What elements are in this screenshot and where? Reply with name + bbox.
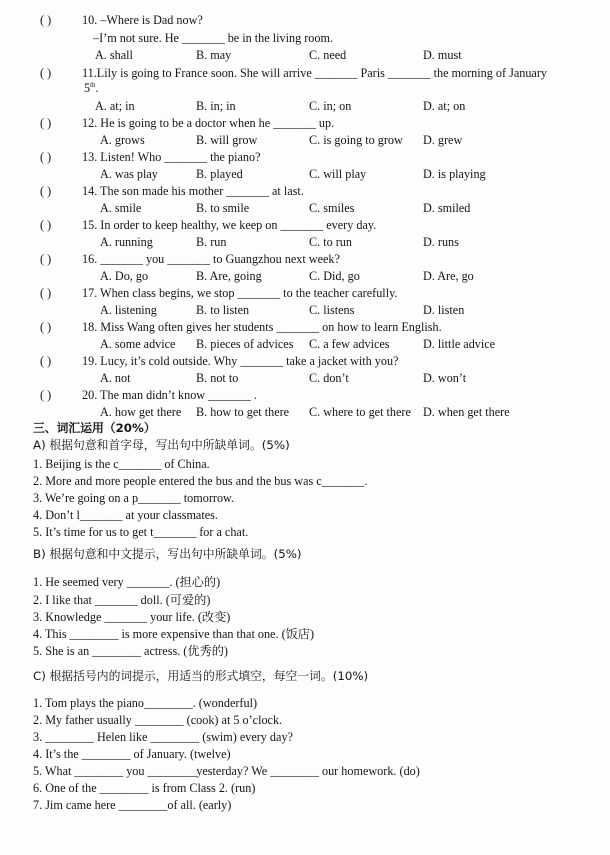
part-c-item-2: 2. My father usually ________ (cook) at 5 o’clock. xyxy=(33,713,283,727)
question-18: 18. Miss Wang often gives her students _______ on how to learn English. xyxy=(82,320,442,334)
option-c[interactable]: C. to run xyxy=(309,235,352,249)
option-b[interactable]: B. how to get there xyxy=(196,405,290,419)
option-d[interactable]: D. when get there xyxy=(423,405,510,419)
part-c-item-3: 3. ________ Helen like ________ (swim) every day? xyxy=(33,730,293,744)
option-d[interactable]: D. listen xyxy=(423,303,465,317)
answer-paren[interactable]: ( ) xyxy=(40,286,52,300)
option-a[interactable]: A. was play xyxy=(100,167,158,181)
part-a-item-4: 4. Don’t l_______ at your classmates. xyxy=(33,508,218,522)
option-a[interactable]: A. how get there xyxy=(100,405,182,419)
option-b[interactable]: B. pieces of advices xyxy=(196,337,294,351)
question-14: 14. The son made his mother _______ at last. xyxy=(82,184,304,198)
part-c-item-6: 6. One of the ________ is from Class 2. (run) xyxy=(33,781,256,795)
question-17: 17. When class begins, we stop _______ to the teacher carefully. xyxy=(82,286,398,300)
part-a-item-1: 1. Beijing is the c_______ of China. xyxy=(33,457,210,471)
answer-paren[interactable]: ( ) xyxy=(40,320,52,334)
part-c-item-7: 7. Jim came here ________of all. (early) xyxy=(33,798,232,812)
part-c-item-1: 1. Tom plays the piano________. (wonderful) xyxy=(33,696,258,710)
part-b-heading: B) 根据句意和中文提示，写出句中所缺单词。(5%) xyxy=(33,547,302,561)
option-d[interactable]: D. little advice xyxy=(423,337,496,351)
option-d[interactable]: D. must xyxy=(423,48,462,62)
option-a[interactable]: A. shall xyxy=(95,48,133,62)
option-c[interactable]: C. smiles xyxy=(309,201,355,215)
part-b-item-5: 5. She is an ________ actress. (优秀的) xyxy=(33,644,228,658)
option-b[interactable]: B. to listen xyxy=(196,303,250,317)
question-15: 15. In order to keep healthy, we keep on _______ every day. xyxy=(82,218,377,232)
answer-paren[interactable]: ( ) xyxy=(40,184,52,198)
question-16: 16. _______ you _______ to Guangzhou next week? xyxy=(82,252,340,266)
question-12: 12. He is going to be a doctor when he _______ up. xyxy=(82,116,335,130)
part-a-item-2: 2. More and more people entered the bus and the bus was c_______. xyxy=(33,474,368,488)
question-10-reply: –I’m not sure. He _______ be in the living room. xyxy=(93,31,333,45)
part-a-heading: A) 根据句意和首字母，写出句中所缺单词。(5%) xyxy=(33,438,290,452)
part-c-heading: C) 根据括号内的词提示，用适当的形式填空，每空一词。(10%) xyxy=(33,669,369,683)
part-b-item-3: 3. Knowledge _______ your life. (改变) xyxy=(33,610,231,624)
part-c-item-4: 4. It’s the ________ of January. (twelve) xyxy=(33,747,231,761)
option-d[interactable]: D. grew xyxy=(423,133,463,147)
option-b[interactable]: B. Are, going xyxy=(196,269,262,283)
option-c[interactable]: C. don’t xyxy=(309,371,349,385)
part-b-item-2: 2. I like that _______ doll. (可爱的) xyxy=(33,593,211,607)
option-c[interactable]: C. where to get there xyxy=(309,405,411,419)
option-a[interactable]: A. some advice xyxy=(100,337,176,351)
option-c[interactable]: C. in; on xyxy=(309,99,352,113)
option-a[interactable]: A. Do, go xyxy=(100,269,149,283)
answer-paren[interactable]: ( ) xyxy=(40,150,52,164)
option-a[interactable]: A. at; in xyxy=(95,99,135,113)
option-a[interactable]: A. listening xyxy=(100,303,157,317)
option-a[interactable]: A. grows xyxy=(100,133,145,147)
answer-paren[interactable]: ( ) xyxy=(40,66,52,80)
option-d[interactable]: D. Are, go xyxy=(423,269,474,283)
part-a-item-3: 3. We’re going on a p_______ tomorrow. xyxy=(33,491,235,505)
option-c[interactable]: C. a few advices xyxy=(309,337,390,351)
question-13: 13. Listen! Who _______ the piano? xyxy=(82,150,261,164)
answer-paren[interactable]: ( ) xyxy=(40,218,52,232)
answer-paren[interactable]: ( ) xyxy=(40,13,52,27)
option-d[interactable]: D. is playing xyxy=(423,167,486,181)
part-c-item-5: 5. What ________ you ________yesterday? We ________ our homework. (do) xyxy=(33,764,420,778)
option-b[interactable]: B. run xyxy=(196,235,227,249)
option-d[interactable]: D. won’t xyxy=(423,371,467,385)
option-a[interactable]: A. not xyxy=(100,371,131,385)
option-c[interactable]: C. will play xyxy=(309,167,367,181)
option-b[interactable]: B. to smile xyxy=(196,201,250,215)
question-11-continued: 5th. xyxy=(84,80,99,95)
question-11: 11.Lily is going to France soon. She will arrive _______ Paris _______ the morning of January xyxy=(82,66,547,80)
option-c[interactable]: C. Did, go xyxy=(309,269,360,283)
answer-paren[interactable]: ( ) xyxy=(40,354,52,368)
option-b[interactable]: B. may xyxy=(196,48,232,62)
option-c[interactable]: C. is going to grow xyxy=(309,133,403,147)
question-20: 20. The man didn’t know _______ . xyxy=(82,388,257,402)
option-b[interactable]: B. will grow xyxy=(196,133,258,147)
question-10: 10. –Where is Dad now? xyxy=(82,13,203,27)
option-d[interactable]: D. runs xyxy=(423,235,459,249)
option-c[interactable]: C. listens xyxy=(309,303,355,317)
question-19: 19. Lucy, it’s cold outside. Why _______ take a jacket with you? xyxy=(82,354,399,368)
answer-paren[interactable]: ( ) xyxy=(40,252,52,266)
option-a[interactable]: A. running xyxy=(100,235,153,249)
option-d[interactable]: D. smiled xyxy=(423,201,471,215)
answer-paren[interactable]: ( ) xyxy=(40,116,52,130)
option-c[interactable]: C. need xyxy=(309,48,347,62)
part-b-item-1: 1. He seemed very _______. (担心的) xyxy=(33,575,221,589)
section-3-title: 三、词汇运用（20%） xyxy=(33,421,156,435)
answer-paren[interactable]: ( ) xyxy=(40,388,52,402)
option-d[interactable]: D. at; on xyxy=(423,99,466,113)
option-a[interactable]: A. smile xyxy=(100,201,142,215)
option-b[interactable]: B. in; in xyxy=(196,99,236,113)
part-a-item-5: 5. It’s time for us to get t_______ for a chat. xyxy=(33,525,249,539)
option-b[interactable]: B. played xyxy=(196,167,243,181)
option-b[interactable]: B. not to xyxy=(196,371,239,385)
part-b-item-4: 4. This ________ is more expensive than that one. (饭店) xyxy=(33,627,315,641)
